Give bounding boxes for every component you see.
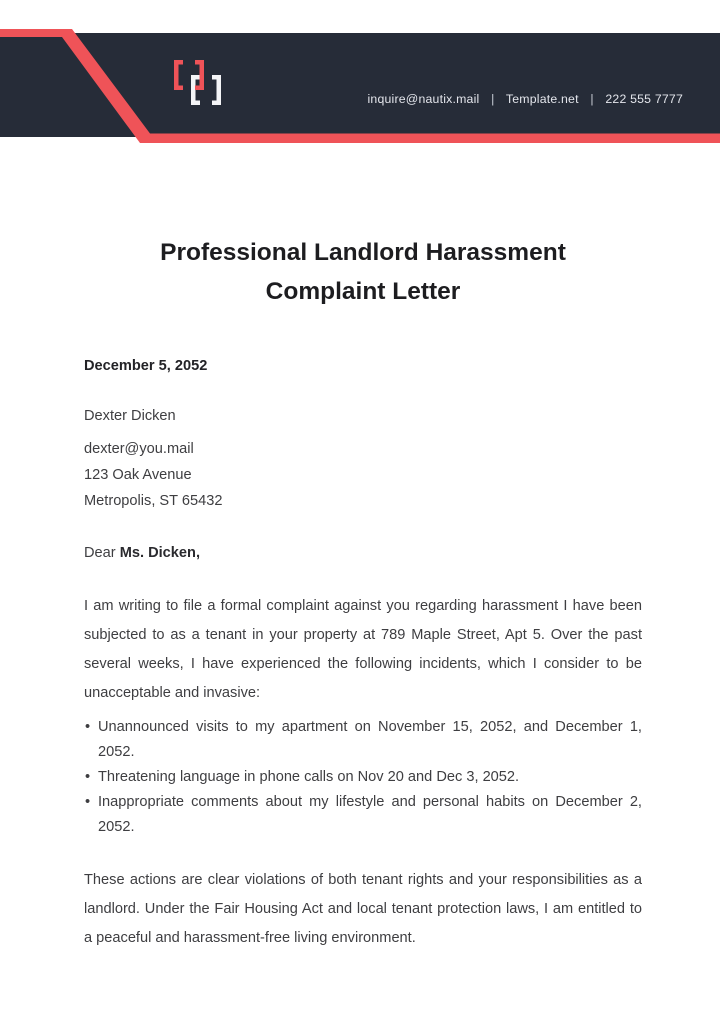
- paragraph-closing: These actions are clear violations of both tenant rights and your responsibilities as a landlord. Under the Fair Housing Act and local tenant protection laws, I am entitled to a peaceful and harassment-free living environment.: [84, 872, 642, 946]
- contact-separator: |: [590, 92, 594, 106]
- list-item: • Threatening language in phone calls on Nov 20 and Dec 3, 2052.: [84, 765, 642, 790]
- company-logo-icon: [174, 60, 222, 107]
- letterhead: [0, 0, 720, 146]
- contact-website: Template.net: [505, 92, 579, 106]
- list-item: • Inappropriate comments about my lifestyle and personal habits on December 2, 2052.: [84, 790, 642, 840]
- paragraph-intro: I am writing to file a formal complaint against you regarding harassment I have been subjected to as a tenant in your property at 789 Maple Street, Apt 5. Over the past several weeks, I have experienced the following incidents, which I consider to be unacceptable and invasive:: [84, 598, 642, 701]
- letter-date: December 5, 2052: [84, 358, 208, 374]
- page-title-line2: Complaint Letter: [265, 278, 461, 305]
- contact-email: inquire@nautix.mail: [367, 92, 480, 106]
- salutation: [84, 540, 642, 566]
- recipient-email: dexter@you.mail: [84, 441, 194, 457]
- recipient-name: Dexter Dicken: [84, 408, 176, 424]
- recipient-block: [84, 403, 642, 514]
- page-title-line1: Professional Landlord Harassment: [160, 239, 566, 266]
- salutation-prefix: Dear: [84, 545, 116, 561]
- letterhead-banner: [0, 0, 720, 146]
- contact-separator: |: [491, 92, 495, 106]
- recipient-address-line1: 123 Oak Avenue: [84, 467, 192, 483]
- contact-info: [367, 91, 683, 107]
- salutation-name: Ms. Dicken,: [119, 545, 200, 561]
- recipient-address-line2: Metropolis, ST 65432: [84, 493, 223, 509]
- contact-phone: 222 555 7777: [605, 92, 683, 106]
- page-title: [84, 233, 642, 311]
- incident-list: [84, 715, 642, 840]
- list-item: • Unannounced visits to my apartment on November 15, 2052, and December 1, 2052.: [84, 715, 642, 765]
- letter-body: [0, 233, 720, 953]
